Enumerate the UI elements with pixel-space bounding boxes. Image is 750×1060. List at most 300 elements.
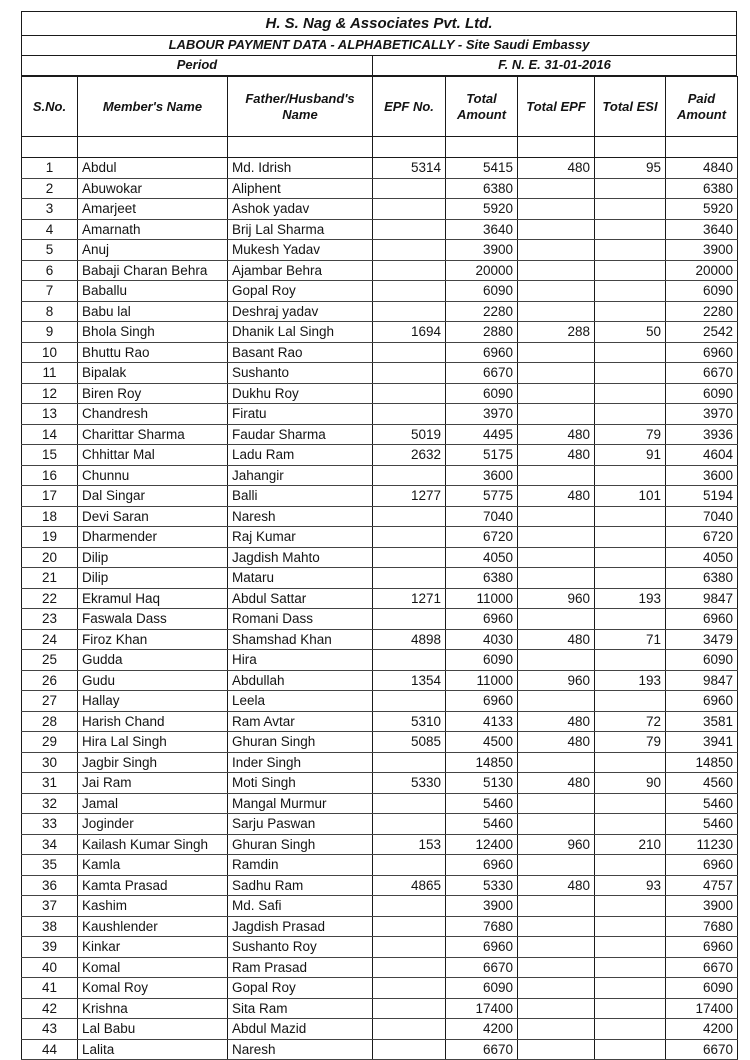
cell-epf-no [373,609,446,630]
table-row [22,916,738,937]
cell-total-epf: 480 [518,629,595,650]
cell-paid-amount: 4560 [666,773,738,794]
company-name: H. S. Nag & Associates Pvt. Ltd. [21,11,737,36]
cell-paid-amount: 6090 [666,383,738,404]
cell-father-name: Ramdin [228,855,373,876]
table-row [22,322,738,343]
cell-sno: 37 [22,896,78,917]
cell-member-name: Chhittar Mal [78,445,228,466]
cell-total-epf [518,814,595,835]
cell-epf-no [373,793,446,814]
cell-sno: 5 [22,240,78,261]
cell-sno: 26 [22,670,78,691]
cell-total-epf [518,855,595,876]
cell-sno: 16 [22,465,78,486]
cell-total-esi [595,301,666,322]
cell-sno: 22 [22,588,78,609]
col-header-paid-amount: Paid Amount [666,77,738,137]
table-row [22,773,738,794]
cell-total-amount: 6380 [446,568,518,589]
cell-member-name: Dal Singar [78,486,228,507]
cell-epf-no [373,260,446,281]
cell-paid-amount: 7680 [666,916,738,937]
cell-total-amount: 5460 [446,814,518,835]
cell-total-amount: 6720 [446,527,518,548]
cell-member-name: Komal Roy [78,978,228,999]
cell-total-epf [518,506,595,527]
table-row [22,896,738,917]
cell-father-name: Ajambar Behra [228,260,373,281]
cell-father-name: Firatu [228,404,373,425]
cell-epf-no: 5314 [373,158,446,179]
cell-total-amount: 11000 [446,670,518,691]
cell-father-name: Mangal Murmur [228,793,373,814]
cell-total-amount: 12400 [446,834,518,855]
payment-sheet [21,11,737,1060]
table-row [22,178,738,199]
cell-member-name: Lalita [78,1039,228,1060]
table-row [22,670,738,691]
cell-total-epf [518,916,595,937]
cell-member-name: Jagbir Singh [78,752,228,773]
cell-total-esi: 90 [595,773,666,794]
cell-total-epf: 480 [518,445,595,466]
cell-total-amount: 4200 [446,1019,518,1040]
cell-member-name: Harish Chand [78,711,228,732]
col-header-sno: S.No. [22,77,78,137]
cell-member-name: Kinkar [78,937,228,958]
cell-epf-no [373,978,446,999]
cell-epf-no [373,855,446,876]
cell-sno: 31 [22,773,78,794]
cell-total-epf [518,1039,595,1060]
cell-paid-amount: 17400 [666,998,738,1019]
cell-sno: 33 [22,814,78,835]
table-row [22,547,738,568]
cell-total-epf [518,650,595,671]
cell-father-name: Gopal Roy [228,281,373,302]
cell-total-amount: 20000 [446,260,518,281]
cell-paid-amount: 6380 [666,568,738,589]
cell-member-name: Hallay [78,691,228,712]
table-row [22,342,738,363]
cell-total-amount: 7680 [446,916,518,937]
cell-epf-no [373,547,446,568]
cell-member-name: Jai Ram [78,773,228,794]
cell-epf-no [373,240,446,261]
cell-total-epf [518,978,595,999]
cell-paid-amount: 6670 [666,957,738,978]
cell-sno: 40 [22,957,78,978]
cell-total-amount: 6090 [446,650,518,671]
cell-sno: 28 [22,711,78,732]
cell-paid-amount: 3900 [666,240,738,261]
cell-total-amount: 3600 [446,465,518,486]
cell-total-esi [595,609,666,630]
table-row [22,383,738,404]
cell-total-esi: 93 [595,875,666,896]
cell-paid-amount: 3936 [666,424,738,445]
cell-total-esi: 210 [595,834,666,855]
cell-epf-no [373,1019,446,1040]
cell-total-esi [595,752,666,773]
cell-member-name: Joginder [78,814,228,835]
cell-paid-amount: 9847 [666,588,738,609]
cell-total-epf: 480 [518,486,595,507]
cell-sno: 7 [22,281,78,302]
cell-sno: 32 [22,793,78,814]
cell-member-name: Hira Lal Singh [78,732,228,753]
cell-total-amount: 2280 [446,301,518,322]
cell-total-amount: 6090 [446,978,518,999]
cell-total-esi [595,855,666,876]
cell-total-amount: 6090 [446,383,518,404]
table-header-row [22,77,738,137]
table-row [22,219,738,240]
cell-total-esi [595,240,666,261]
cell-member-name: Firoz Khan [78,629,228,650]
col-header-total-epf: Total EPF [518,77,595,137]
table-row [22,957,738,978]
cell-paid-amount: 6090 [666,978,738,999]
cell-father-name: Basant Rao [228,342,373,363]
cell-sno: 44 [22,1039,78,1060]
cell-member-name: Babaji Charan Behra [78,260,228,281]
cell-sno: 12 [22,383,78,404]
cell-paid-amount: 6380 [666,178,738,199]
cell-paid-amount: 6670 [666,1039,738,1060]
cell-paid-amount: 6960 [666,609,738,630]
cell-epf-no [373,383,446,404]
cell-total-esi [595,199,666,220]
cell-paid-amount: 3970 [666,404,738,425]
cell-paid-amount: 9847 [666,670,738,691]
cell-father-name: Abdullah [228,670,373,691]
cell-sno: 13 [22,404,78,425]
cell-paid-amount: 6090 [666,650,738,671]
cell-father-name: Dhanik Lal Singh [228,322,373,343]
table-row [22,260,738,281]
cell-total-esi: 79 [595,732,666,753]
cell-sno: 11 [22,363,78,384]
cell-total-esi [595,547,666,568]
cell-member-name: Kashim [78,896,228,917]
cell-total-esi: 50 [595,322,666,343]
cell-total-esi [595,937,666,958]
cell-father-name: Naresh [228,1039,373,1060]
cell-member-name: Babu lal [78,301,228,322]
cell-sno: 14 [22,424,78,445]
cell-total-amount: 6960 [446,937,518,958]
payment-table [21,76,738,1060]
cell-father-name: Sushanto [228,363,373,384]
cell-total-epf [518,691,595,712]
cell-paid-amount: 5194 [666,486,738,507]
cell-total-esi [595,916,666,937]
cell-father-name: Raj Kumar [228,527,373,548]
cell-father-name: Faudar Sharma [228,424,373,445]
cell-paid-amount: 2542 [666,322,738,343]
cell-paid-amount: 3479 [666,629,738,650]
cell-member-name: Lal Babu [78,1019,228,1040]
col-header-total-esi: Total ESI [595,77,666,137]
cell-total-epf [518,383,595,404]
cell-total-esi [595,342,666,363]
cell-epf-no [373,178,446,199]
col-header-father: Father/Husband's Name [228,77,373,137]
cell-epf-no [373,281,446,302]
cell-sno: 20 [22,547,78,568]
cell-sno: 24 [22,629,78,650]
cell-sno: 10 [22,342,78,363]
cell-total-amount: 2880 [446,322,518,343]
cell-paid-amount: 5460 [666,793,738,814]
cell-total-esi [595,465,666,486]
cell-total-amount: 6090 [446,281,518,302]
cell-paid-amount: 4050 [666,547,738,568]
cell-total-esi [595,219,666,240]
cell-member-name: Dharmender [78,527,228,548]
cell-total-epf: 960 [518,588,595,609]
cell-paid-amount: 6960 [666,855,738,876]
cell-member-name: Krishna [78,998,228,1019]
cell-total-esi [595,1039,666,1060]
cell-father-name: Sadhu Ram [228,875,373,896]
cell-father-name: Ram Avtar [228,711,373,732]
table-row [22,1019,738,1040]
table-row [22,752,738,773]
cell-paid-amount: 4840 [666,158,738,179]
cell-father-name: Inder Singh [228,752,373,773]
cell-paid-amount: 5920 [666,199,738,220]
cell-epf-no: 4865 [373,875,446,896]
cell-epf-no [373,1039,446,1060]
cell-father-name: Ram Prasad [228,957,373,978]
cell-member-name: Chandresh [78,404,228,425]
cell-epf-no [373,199,446,220]
cell-total-amount: 11000 [446,588,518,609]
cell-sno: 4 [22,219,78,240]
cell-total-esi: 95 [595,158,666,179]
cell-total-amount: 4500 [446,732,518,753]
cell-paid-amount: 3581 [666,711,738,732]
cell-sno: 36 [22,875,78,896]
cell-paid-amount: 11230 [666,834,738,855]
cell-total-epf [518,199,595,220]
cell-father-name: Gopal Roy [228,978,373,999]
cell-sno: 19 [22,527,78,548]
cell-paid-amount: 6960 [666,342,738,363]
cell-total-esi [595,281,666,302]
cell-member-name: Jamal [78,793,228,814]
table-row [22,281,738,302]
cell-father-name: Romani Dass [228,609,373,630]
table-row [22,834,738,855]
cell-member-name: Dilip [78,568,228,589]
cell-father-name: Shamshad Khan [228,629,373,650]
cell-total-esi: 72 [595,711,666,732]
cell-father-name: Naresh [228,506,373,527]
spacer-row [22,137,738,158]
cell-total-epf [518,240,595,261]
cell-sno: 38 [22,916,78,937]
table-row [22,793,738,814]
cell-total-amount: 14850 [446,752,518,773]
cell-paid-amount: 6720 [666,527,738,548]
cell-total-esi [595,793,666,814]
cell-total-esi: 79 [595,424,666,445]
cell-epf-no [373,363,446,384]
cell-total-amount: 6380 [446,178,518,199]
cell-total-esi [595,383,666,404]
table-row [22,445,738,466]
cell-paid-amount: 3640 [666,219,738,240]
cell-total-amount: 3970 [446,404,518,425]
cell-father-name: Aliphent [228,178,373,199]
cell-member-name: Amarnath [78,219,228,240]
table-row [22,875,738,896]
cell-epf-no [373,568,446,589]
cell-total-epf [518,404,595,425]
cell-total-epf: 960 [518,834,595,855]
table-row [22,486,738,507]
table-row [22,158,738,179]
cell-epf-no: 2632 [373,445,446,466]
cell-paid-amount: 6670 [666,363,738,384]
cell-total-amount: 7040 [446,506,518,527]
cell-father-name: Abdul Mazid [228,1019,373,1040]
cell-sno: 8 [22,301,78,322]
cell-sno: 27 [22,691,78,712]
cell-member-name: Komal [78,957,228,978]
cell-total-epf: 288 [518,322,595,343]
cell-total-epf [518,219,595,240]
cell-total-amount: 17400 [446,998,518,1019]
cell-paid-amount: 20000 [666,260,738,281]
cell-father-name: Deshraj yadav [228,301,373,322]
cell-total-amount: 5775 [446,486,518,507]
cell-member-name: Kailash Kumar Singh [78,834,228,855]
cell-total-amount: 6670 [446,363,518,384]
cell-total-epf [518,260,595,281]
table-row [22,691,738,712]
cell-father-name: Ghuran Singh [228,732,373,753]
cell-epf-no: 1354 [373,670,446,691]
cell-member-name: Chunnu [78,465,228,486]
cell-sno: 18 [22,506,78,527]
cell-father-name: Moti Singh [228,773,373,794]
cell-father-name: Sarju Paswan [228,814,373,835]
cell-epf-no: 5085 [373,732,446,753]
cell-member-name: Devi Saran [78,506,228,527]
cell-total-epf [518,937,595,958]
cell-total-amount: 6960 [446,855,518,876]
cell-total-amount: 4050 [446,547,518,568]
cell-father-name: Brij Lal Sharma [228,219,373,240]
cell-member-name: Baballu [78,281,228,302]
cell-total-esi [595,957,666,978]
cell-member-name: Abdul [78,158,228,179]
cell-sno: 17 [22,486,78,507]
cell-total-epf [518,998,595,1019]
cell-total-amount: 4030 [446,629,518,650]
table-row [22,404,738,425]
cell-paid-amount: 2280 [666,301,738,322]
table-row [22,588,738,609]
cell-member-name: Kamta Prasad [78,875,228,896]
cell-total-epf [518,896,595,917]
cell-sno: 43 [22,1019,78,1040]
cell-sno: 39 [22,937,78,958]
cell-sno: 6 [22,260,78,281]
cell-total-esi [595,896,666,917]
cell-total-amount: 4495 [446,424,518,445]
cell-epf-no [373,404,446,425]
cell-father-name: Leela [228,691,373,712]
cell-total-esi [595,691,666,712]
cell-epf-no [373,219,446,240]
table-row [22,465,738,486]
cell-total-amount: 6960 [446,691,518,712]
cell-total-amount: 5920 [446,199,518,220]
table-row [22,609,738,630]
col-header-total-amount: Total Amount [446,77,518,137]
cell-total-amount: 5460 [446,793,518,814]
cell-total-amount: 3900 [446,896,518,917]
cell-father-name: Ashok yadav [228,199,373,220]
cell-total-esi [595,178,666,199]
cell-total-amount: 3640 [446,219,518,240]
cell-total-amount: 5330 [446,875,518,896]
cell-total-epf [518,752,595,773]
table-row [22,506,738,527]
cell-member-name: Bhuttu Rao [78,342,228,363]
cell-sno: 15 [22,445,78,466]
table-row [22,527,738,548]
cell-total-epf: 480 [518,158,595,179]
cell-epf-no [373,301,446,322]
cell-paid-amount: 3600 [666,465,738,486]
cell-member-name: Faswala Dass [78,609,228,630]
cell-father-name: Mataru [228,568,373,589]
cell-father-name: Jahangir [228,465,373,486]
table-row [22,711,738,732]
cell-total-amount: 6960 [446,342,518,363]
cell-father-name: Mukesh Yadav [228,240,373,261]
table-row [22,937,738,958]
cell-paid-amount: 6960 [666,937,738,958]
cell-total-epf: 480 [518,875,595,896]
table-row [22,240,738,261]
cell-member-name: Amarjeet [78,199,228,220]
period-value: F. N. E. 31-01-2016 [498,57,611,72]
cell-total-amount: 6670 [446,957,518,978]
cell-total-amount: 4133 [446,711,518,732]
cell-total-epf [518,465,595,486]
cell-total-esi [595,363,666,384]
cell-paid-amount: 5460 [666,814,738,835]
cell-epf-no [373,506,446,527]
cell-epf-no [373,998,446,1019]
cell-epf-no: 1277 [373,486,446,507]
cell-total-esi [595,404,666,425]
cell-epf-no [373,916,446,937]
table-row [22,978,738,999]
table-row [22,301,738,322]
cell-member-name: Gudda [78,650,228,671]
cell-total-esi: 193 [595,588,666,609]
cell-epf-no: 4898 [373,629,446,650]
